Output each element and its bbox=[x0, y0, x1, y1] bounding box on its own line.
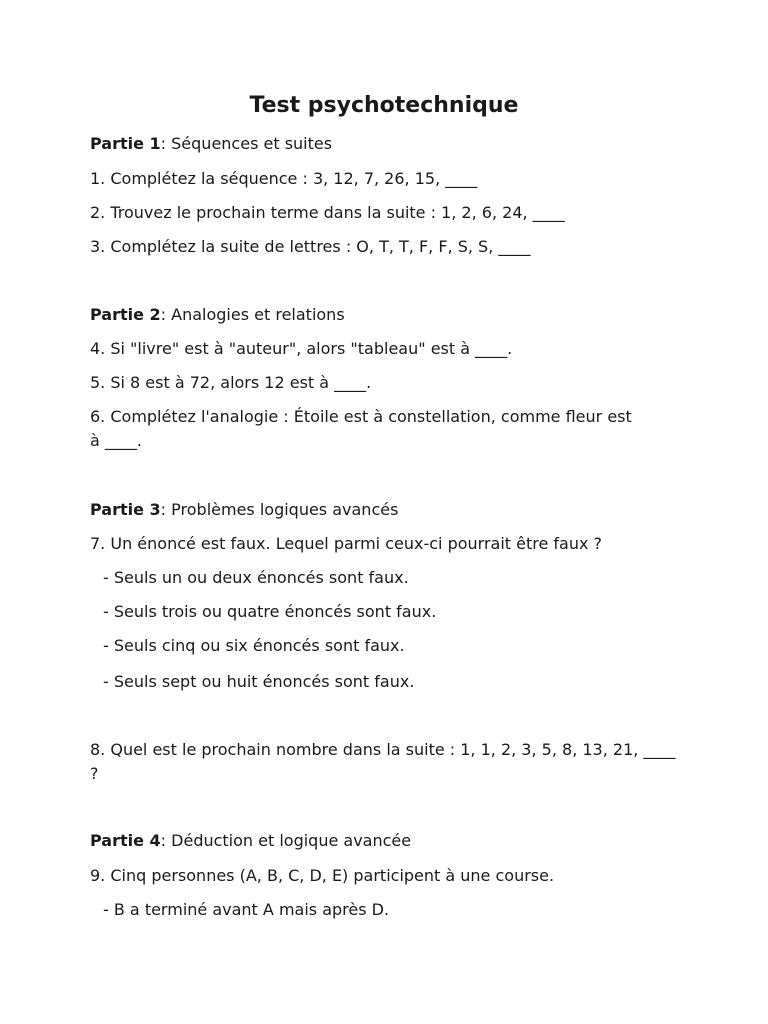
question-7-option: - Seuls un ou deux énoncés sont faux. bbox=[103, 568, 409, 587]
part-4-heading bbox=[90, 829, 690, 853]
part-2-label: Partie 2 bbox=[90, 305, 161, 324]
question-6-line-2: à ____. bbox=[90, 431, 142, 450]
part-1-heading bbox=[90, 132, 690, 156]
question-9-clue: - B a terminé avant A mais après D. bbox=[103, 900, 390, 919]
part-2-heading bbox=[90, 303, 690, 327]
question-9: 9. Cinq personnes (A, B, C, D, E) participent à une course. bbox=[90, 866, 555, 885]
question-8-line-2: ? bbox=[90, 764, 99, 783]
question-5: 5. Si 8 est à 72, alors 12 est à ____. bbox=[90, 373, 372, 392]
question-7: 7. Un énoncé est faux. Lequel parmi ceux-ci pourrait être faux ? bbox=[90, 534, 603, 553]
question-7-option: - Seuls sept ou huit énoncés sont faux. bbox=[103, 672, 415, 691]
question-4: 4. Si "livre" est à "auteur", alors "tableau" est à ____. bbox=[90, 339, 513, 358]
part-3-title: : Problèmes logiques avancés bbox=[160, 500, 399, 519]
part-3-heading bbox=[90, 498, 690, 522]
part-4-label: Partie 4 bbox=[90, 831, 161, 850]
question-3: 3. Complétez la suite de lettres : O, T, T, F, F, S, S, ____ bbox=[90, 237, 531, 256]
page-title: Test psychotechnique bbox=[249, 93, 519, 118]
question-7-option: - Seuls trois ou quatre énoncés sont faux. bbox=[103, 602, 437, 621]
part-1-title: : Séquences et suites bbox=[160, 134, 333, 153]
part-1-label: Partie 1 bbox=[90, 134, 161, 153]
question-6-line-1: 6. Complétez l'analogie : Étoile est à constellation, comme fleur est bbox=[90, 407, 632, 426]
question-2: 2. Trouvez le prochain terme dans la suite : 1, 2, 6, 24, ____ bbox=[90, 203, 565, 222]
part-2-title: : Analogies et relations bbox=[160, 305, 345, 324]
question-8-line-1: 8. Quel est le prochain nombre dans la suite : 1, 1, 2, 3, 5, 8, 13, 21, ____ bbox=[90, 740, 676, 759]
part-3-label: Partie 3 bbox=[90, 500, 161, 519]
question-1: 1. Complétez la séquence : 3, 12, 7, 26, 15, ____ bbox=[90, 169, 478, 188]
question-7-option: - Seuls cinq ou six énoncés sont faux. bbox=[103, 636, 405, 655]
part-4-title: : Déduction et logique avancée bbox=[160, 831, 412, 850]
